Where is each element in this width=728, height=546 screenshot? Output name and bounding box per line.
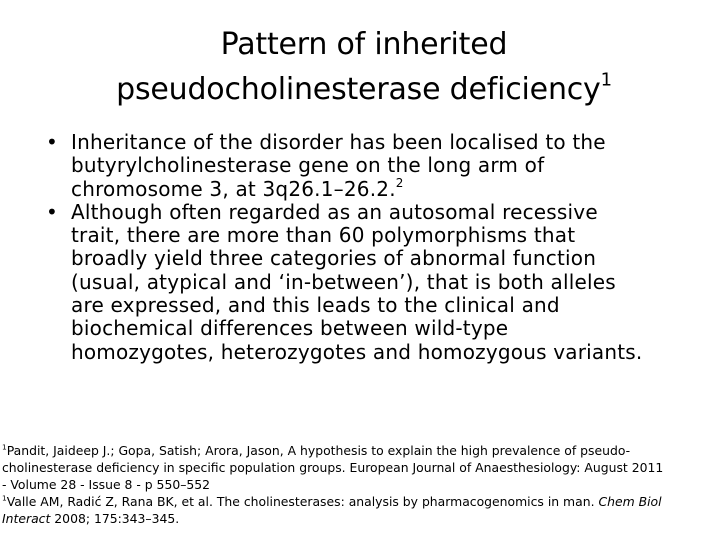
bullet-line: are expressed, and this leads to the clinical and	[71, 293, 560, 318]
bullet-line: biochemical differences between wild-type	[71, 316, 509, 341]
bullet-dot: •	[46, 130, 58, 154]
bullet-line-text: chromosome 3, at 3q26.1–26.2.	[71, 176, 396, 201]
reference-1-line-1	[2, 442, 726, 459]
bullet-list	[46, 131, 716, 364]
reference-2-line-2	[2, 510, 726, 527]
reference-1-text-1: Pandit, Jaideep J.; Gopa, Satish; Arora, Jason, A hypothesis to explain the high prevalence of pseudo-	[6, 443, 631, 458]
reference-1-line-3: - Volume 28 - Issue 8 - p 550–552	[2, 477, 211, 493]
bullet-dot: •	[46, 199, 58, 224]
bullet-line: Although often regarded as an autosomal recessive	[71, 199, 598, 224]
bullet-line: homozygotes, heterozygotes and homozygous variants.	[71, 339, 643, 364]
reference-2-text-2: 2008; 175:343–345.	[50, 511, 180, 527]
bullet-line	[71, 175, 716, 201]
slide-title	[40, 22, 688, 112]
reference-1-line-2: cholinesterase deficiency in specific population groups. European Journal of Anaesthesiology: August 2011	[2, 460, 664, 476]
title-line-2	[40, 67, 688, 112]
reference-2-marker: 1	[2, 493, 7, 503]
title-line-1: Pattern of inherited	[220, 27, 508, 62]
bullet-line: (usual, atypical and ‘in-between’), that is both alleles	[71, 269, 616, 294]
reference-2-text-1: Valle AM, Radić Z, Rana BK, et al. The cholinesterases: analysis by pharmacogenomics in man.	[6, 494, 599, 510]
bullet-line: trait, there are more than 60 polymorphisms that	[71, 223, 576, 248]
reference-1-marker: 1	[2, 442, 7, 452]
title-line-2-text: pseudocholinesterase deficiency	[116, 72, 601, 107]
bullet-line: butyrylcholinesterase gene on the long arm of	[71, 153, 545, 178]
references	[2, 442, 726, 527]
bullet-item	[46, 131, 716, 201]
reference-2-journal-2: Interact	[2, 511, 51, 527]
bullet-item	[46, 201, 716, 364]
reference-2-journal-1: Chem Biol	[598, 494, 662, 510]
title-footnote-marker: 1	[600, 69, 612, 91]
bullet-line: Inheritance of the disorder has been localised to the	[71, 130, 606, 154]
reference-2-line-1	[2, 493, 726, 510]
bullet-footnote-marker: 2	[395, 175, 404, 190]
bullet-line: broadly yield three categories of abnormal function	[71, 246, 597, 271]
